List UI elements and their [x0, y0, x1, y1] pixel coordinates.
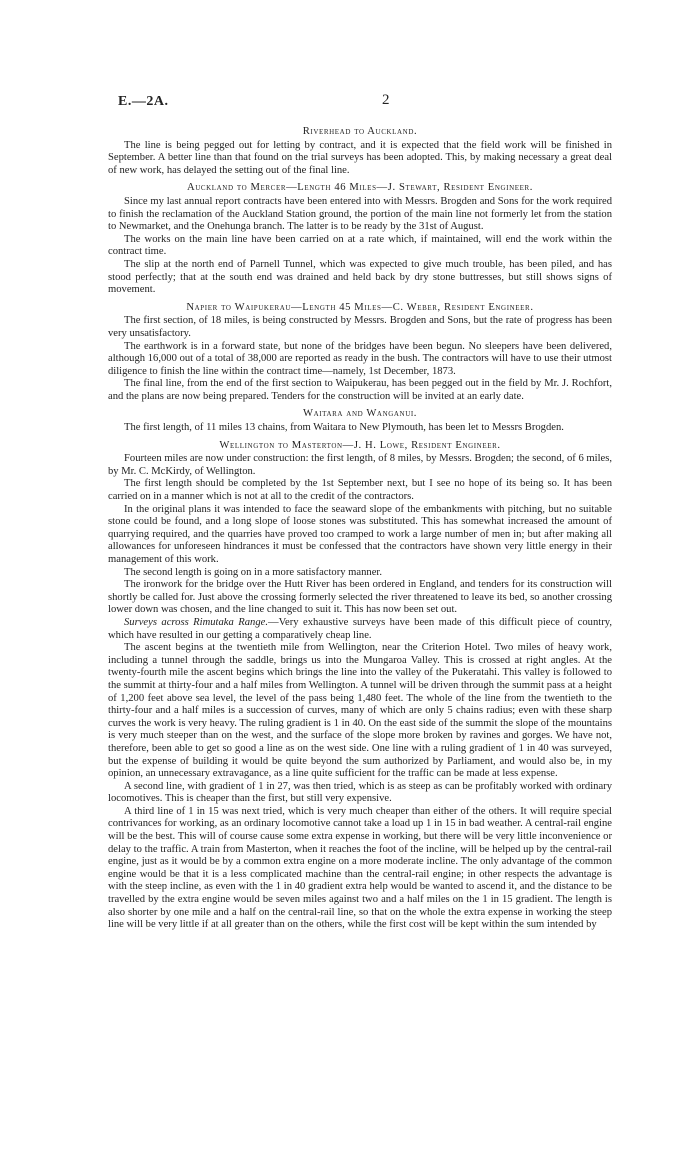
paragraph: The second length is going on in a more satisfactory manner.	[124, 566, 383, 578]
paragraph: The first section, of 18 miles, is being constructed by Messrs. Brogden and Sons, but the rate of progress has been very unsatisfactory.	[108, 315, 612, 339]
paragraph: The slip at the north end of Parnell Tunnel, which was expected to give much trouble, has been piled, and has stood perfectly; that at the south end was drained and held back by dry stone buttresses, but still shows signs of movement.	[108, 258, 612, 296]
paragraph: The first length should be completed by the 1st September next, but I see no hope of its being so. It has been carried on in a manner which is not at all to the credit of the contractors.	[108, 478, 612, 503]
section-heading: Wellington to Masterton—J. H. Lowe, Resident Engineer.	[219, 439, 501, 451]
paragraph: In the original plans it was intended to face the seaward slope of the embankments with pitching, but no suitable stone could be found, and a long slope of loose stones was substituted. This has somewhat increased the amount of quarrying required, and the quarries have proved too cramped to work a large number of men in; but after making all allowances for unforeseen hindrances it must be confessed that the contractors have shown very little energy in their management of this work.	[108, 503, 612, 565]
paragraph: The ascent begins at the twentieth mile from Wellington, near the Criterion Hotel. Two miles of heavy work, including a tunnel through the saddle, brings us into the Mungaroa Valley. This is crossed at right angles. At the twenty-fourth mile the ascent begins which brings the line into the valley of the Pukeratahi. This valley is followed to the summit at thirty-four and a half miles from Wellington. A tunnel will be driven through the summit pass at a height of 1,200 feet above sea level, the level of the pass being 1,480 feet. The whole of the line from the twentieth to the thirty-four and a half miles is a succession of curves, many of which are only 5 chains radius; even with these sharp curves the work is very heavy. The ruling gradient is 1 in 40. On the east side of the summit the slope of the mountains is very much steeper than on the west, and the surface of the slope more broken by ravines and gorges. We have not, therefore, been able to get so good a line as on the west side. One line with a ruling gradient of 1 in 40 was surveyed, but the expense of building it would be quite beyond the sum authorized by Parliament, and would also be, in my opinion, an unnecessary extravagance, as a line quite sufficient for the traffic can be made at less expense.	[108, 642, 612, 780]
paragraph: A second line, with gradient of 1 in 27, was then tried, which is as steep as can be profitably worked with ordinary locomotives. This is cheaper than the first, but still very expensive.	[108, 780, 612, 805]
document-body	[108, 126, 612, 932]
italic-lead: Surveys across Rimutaka Range.	[124, 616, 268, 628]
section-heading: Auckland to Mercer—Length 46 Miles—J. Stewart, Resident Engineer.	[186, 182, 534, 194]
paragraph: The final line, from the end of the first section to Waipukerau, has been pegged out in the field by Mr. J. Rochfort, and the plans are now being prepared. Tenders for the construction will be invited at an early date.	[108, 378, 612, 402]
paragraph: A third line of 1 in 15 was next tried, which is very much cheaper than either of the others. It will require special contrivances for working, as an ordinary locomotive cannot take a load up 1 in 15 in bad weather. A central-rail engine will be the best. This will of course cause some extra expense in working, but there will be very little inconvenience or delay to the traffic. A train from Masterton, when it reaches the foot of the incline, will be helped up by the central-rail engine, just as it would be by a common extra engine on a more moderate incline. The only advantage of the common engine would be that it is a less complicated machine than the central-rail engine; in other respects the advantage is with the steep incline, as even with the 1 in 40 gradient extra help would be wanted to ascend it, and the distance to be travelled by the extra engine would be seven miles against two and a half miles on the 1 in 15 gradient. The length is also shorter by one mile and a half on the central-rail line, so that on the whole the extra expense in working the steep line will be very little if at all greater than on the others, while the first cost will be kept within the sum intended by	[108, 805, 612, 931]
paragraph: The ironwork for the bridge over the Hutt River has been ordered in England, and tenders for its construction will shortly be called for. Just above the crossing formerly selected the river threatened to leave its bed, so another crossing lower down was chosen, and the line changed to suit it. This has now been set out.	[108, 579, 612, 616]
paragraph: The works on the main line have been carried on at a rate which, if maintained, will end the work within the contract time.	[108, 233, 612, 258]
page-number: 2	[382, 92, 390, 108]
document-code: E.—2A.	[118, 94, 169, 109]
section-heading: Napier to Waipukerau—Length 45 Miles—C. Weber, Resident Engineer.	[186, 301, 534, 313]
paragraph-text: —Very exhaustive surveys have been made of this difficult piece of country, which have resulted in our getting a comparatively cheap line.	[108, 616, 612, 641]
paragraph: The earthwork is in a forward state, but none of the bridges have been begun. No sleepers have been delivered, although 16,000 out of a total of 38,000 are reported as ready in the bush. The contractors will have to use their utmost diligence to finish the line within the contract time—namely, 1st December, 1873.	[108, 340, 612, 377]
paragraph: The first length, of 11 miles 13 chains, from Waitara to New Plymouth, has been let to Messrs Brogden.	[124, 422, 564, 434]
paragraph: Fourteen miles are now under construction: the first length, of 8 miles, by Messrs. Brogden; the second, of 6 miles, by Mr. C. McKirdy, of Wellington.	[108, 453, 612, 477]
paragraph: Since my last annual report contracts have been entered into with Messrs. Brogden and Sons for the work required to finish the reclamation of the Auckland Station ground, the portion of the main line not formerly let from the station to Newmarket, and the Onehunga branch. The latter is to be ready by the 31st of August.	[108, 195, 612, 233]
section-heading: Waitara and Wanganui.	[302, 408, 418, 420]
paragraph	[108, 617, 612, 642]
section-heading: Riverhead to Auckland.	[302, 126, 418, 137]
paragraph: The line is being pegged out for letting by contract, and it is expected that the field work will be finished in September. A better line than that found on the trial surveys has been adopted. This, by making necessary a great deal of new work, has delayed the setting out of the final line.	[108, 139, 612, 176]
